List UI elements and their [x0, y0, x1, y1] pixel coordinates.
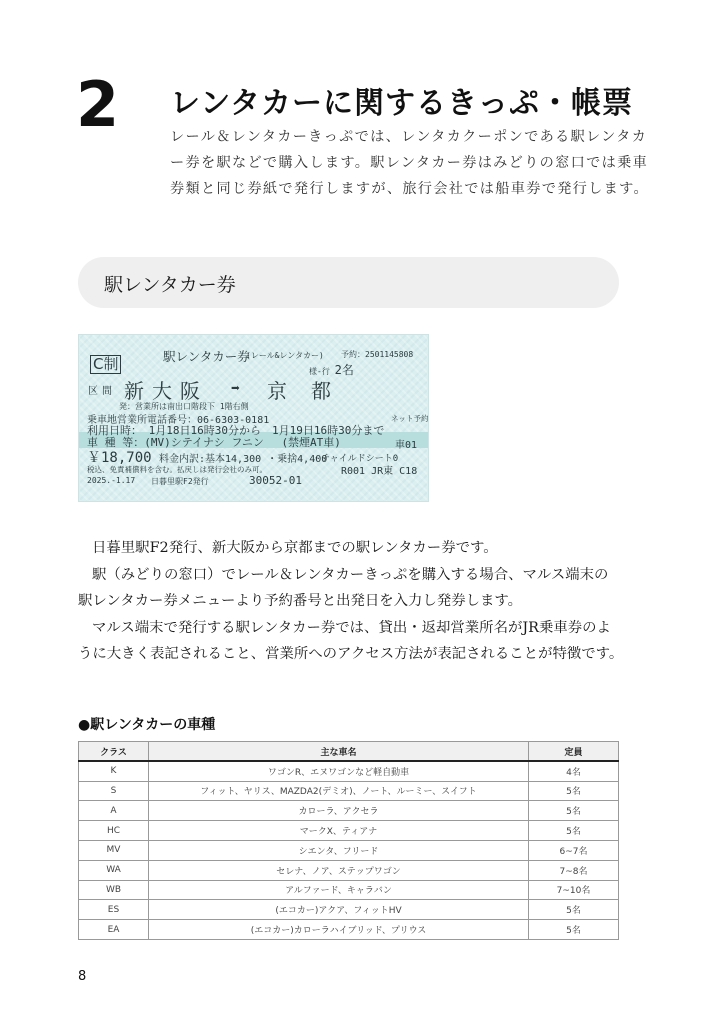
table-row: [79, 761, 619, 781]
chapter-intro: [170, 124, 649, 202]
ticket-name: 駅レンタカー券: [163, 349, 250, 364]
ticket-child-seat: ・チャイルドシート0: [312, 454, 399, 464]
section-heading: 駅レンタカー券: [104, 274, 236, 296]
table-row: [79, 860, 619, 880]
body-line: 日暮里駅F2発行、新大阪から京都までの駅レンタカー券です。: [92, 540, 498, 556]
ticket-issue-office: 日暮里駅F2発行: [151, 477, 209, 486]
ticket-car-no: 車01: [395, 440, 418, 451]
cell-capacity: 5名: [529, 900, 619, 920]
cell-car-names: (エコカー)アクア、フィットHV: [149, 900, 529, 920]
body-line: マルス端末で発行する駅レンタカー券では、貸出・返却営業所名がJR乗車券のよ: [92, 619, 611, 636]
intro-line: 券類と同じ券紙で発行しますが、旅行会社では船車券で発行します。: [170, 181, 649, 197]
chapter-number: 2: [76, 68, 120, 141]
table-row: [79, 801, 619, 821]
cell-capacity: 7~8名: [529, 860, 619, 880]
ticket-dates: 利用日時： 1月18日16時30分から 1月19日16時30分まで: [87, 424, 385, 437]
cell-car-names: フィット、ヤリス、MAZDA2(デミオ)、ノート、ルーミー、スイフト: [149, 781, 529, 801]
rental-car-ticket-image: [78, 334, 429, 502]
ticket-note: 税込、免責補償料を含む。払戻しは発行会社のみ可。: [87, 465, 267, 474]
body-line: 駅レンタカー券メニューより予約番号と出発日を入力し発券します。: [78, 593, 523, 609]
ticket-passengers-count: 2名: [334, 363, 354, 377]
body-line: 駅（みどりの窓口）でレール＆レンタカーきっぷを購入する場合、マルス端末の: [92, 566, 609, 583]
body-text: [78, 535, 623, 668]
ticket-to: 京都: [267, 379, 355, 403]
table-row: [79, 920, 619, 940]
cell-capacity: 5名: [529, 781, 619, 801]
cell-class: ES: [79, 900, 149, 920]
cell-car-names: マークX、ティアナ: [149, 821, 529, 841]
body-line: うに大きく表記されること、営業所へのアクセス方法が表記されることが特徴です。: [78, 646, 624, 662]
intro-line: レール＆レンタカーきっぷでは、レンタカクーポンである駅レンタカ: [170, 129, 648, 145]
ticket-passengers-prefix: 様-行: [309, 367, 330, 376]
chapter-title: レンタカーに関するきっぷ・帳票: [170, 86, 634, 121]
cell-car-names: カローラ、アクセラ: [149, 801, 529, 821]
cell-class: EA: [79, 920, 149, 940]
section-heading-pill: [78, 257, 619, 308]
cell-car-names: (エコカー)カローラハイブリッド、プリウス: [149, 920, 529, 940]
page-number: 8: [78, 969, 87, 984]
ticket-subtitle: (レール&レンタカー): [246, 351, 324, 360]
ticket-from: 新大阪: [124, 379, 208, 403]
header-capacity: 定員: [529, 742, 619, 762]
header-class: クラス: [79, 742, 149, 762]
cell-capacity: 4名: [529, 761, 619, 781]
cell-class: MV: [79, 840, 149, 860]
cell-class: HC: [79, 821, 149, 841]
ticket-code: R001 JR東 C18: [341, 466, 418, 477]
table-row: [79, 781, 619, 801]
cell-class: S: [79, 781, 149, 801]
ticket-serial: 30052-01: [249, 474, 302, 487]
ticket-reservation: 予約：2501145808: [341, 350, 414, 359]
cell-car-names: ワゴンR、エヌワゴンなど軽自動車: [149, 761, 529, 781]
arrow-right-icon: ➡: [231, 379, 241, 397]
table-row: [79, 840, 619, 860]
ticket-issue-date: 2025.-1.17: [87, 476, 136, 485]
table-header-row: [79, 742, 619, 762]
table-row: [79, 821, 619, 841]
table-row: [79, 900, 619, 920]
cell-class: K: [79, 761, 149, 781]
ticket-net-reserve: ネット予約: [391, 414, 429, 423]
cell-class: A: [79, 801, 149, 821]
cell-class: WA: [79, 860, 149, 880]
cell-class: WB: [79, 880, 149, 900]
intro-line: ー券を駅などで購入します。駅レンタカー券はみどりの窓口では乗車: [170, 155, 649, 171]
ticket-access: 発：営業所は南出口階段下 1階右側: [119, 402, 249, 411]
ticket-kukan-label: 区間: [88, 386, 116, 397]
cell-capacity: 5名: [529, 801, 619, 821]
table-title: ●駅レンタカーの車種: [78, 717, 216, 733]
cell-car-names: アルファード、キャラバン: [149, 880, 529, 900]
car-class-table: [78, 741, 619, 940]
table-row: [79, 880, 619, 900]
cell-capacity: 7~10名: [529, 880, 619, 900]
ticket-phone: 乗車地営業所電話番号：06-6303-0181: [87, 415, 270, 426]
cell-capacity: 5名: [529, 821, 619, 841]
header-car-names: 主な車名: [149, 742, 529, 762]
ticket-price: ￥18,700: [87, 450, 152, 466]
cell-car-names: シエンタ、フリード: [149, 840, 529, 860]
cell-capacity: 6~7名: [529, 840, 619, 860]
cell-car-names: セレナ、ノア、ステップワゴン: [149, 860, 529, 880]
ticket-class-mark: C制: [90, 355, 121, 374]
ticket-breakdown: 料金内訳:基本14,300 ・乗捨4,400: [159, 454, 328, 465]
cell-capacity: 5名: [529, 920, 619, 940]
ticket-car-type: 車 種 等：(MV)シテイナシ フニン (禁煙AT車): [87, 436, 341, 449]
